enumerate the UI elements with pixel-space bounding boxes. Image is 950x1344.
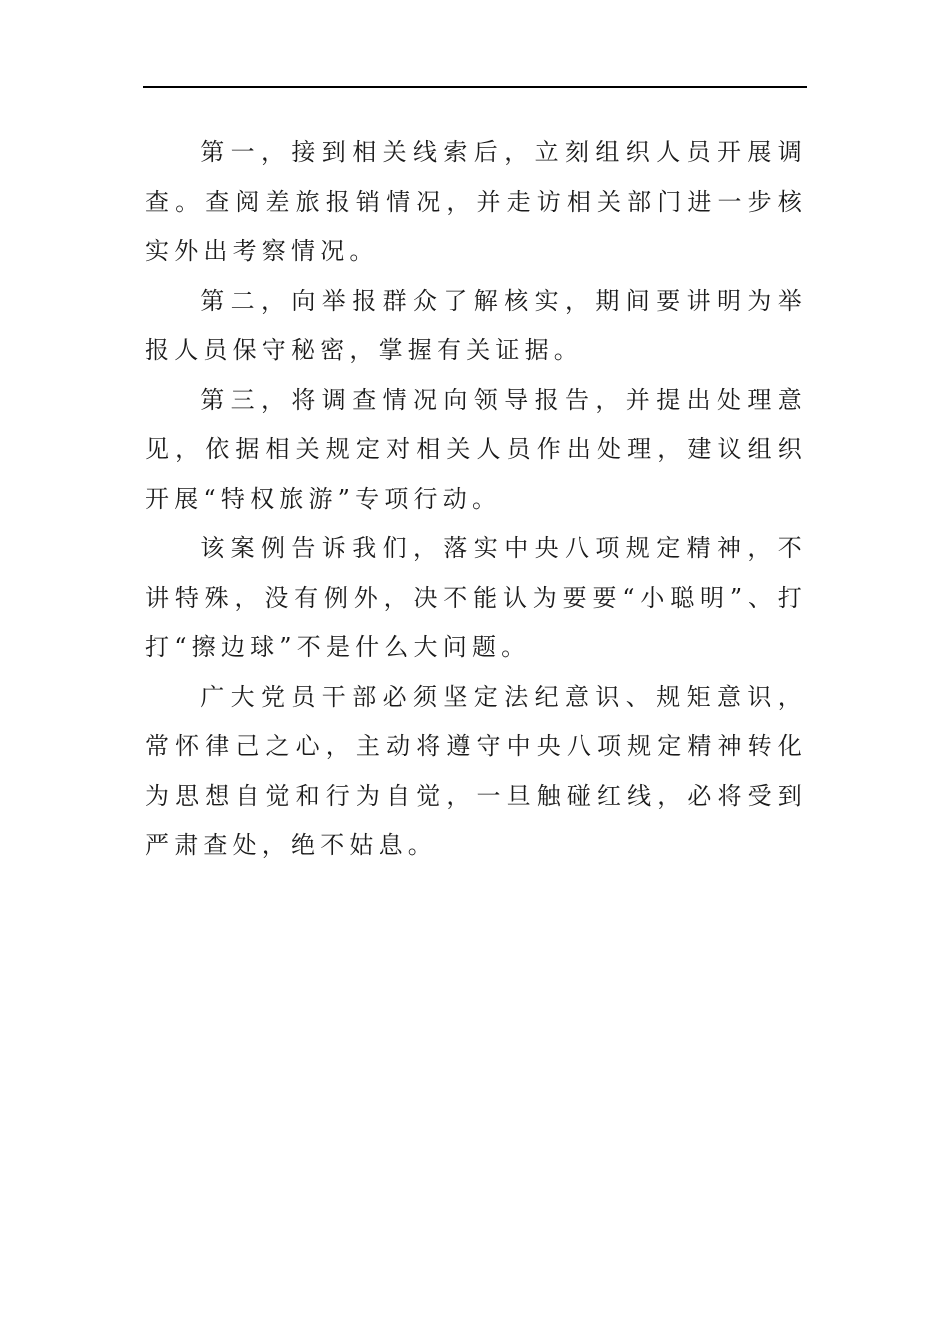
paragraph-step-two: 第二，向举报群众了解核实，期间要讲明为举报人员保守秘密，掌握有关证据。 [145, 286, 807, 364]
paragraph-conclusion: 广大党员干部必须坚定法纪意识、规矩意识，常怀律己之心，主动将遵守中央八项规定精神转化为思想自觉和行为自觉，一旦触碰红线，必将受到严肃查处，绝不姑息。 [145, 682, 807, 859]
header-rule [143, 86, 807, 88]
document-body [145, 128, 807, 871]
paragraph-step-one: 第一，接到相关线索后，立刻组织人员开展调查。查阅差旅报销情况，并走访相关部门进一步核实外出考察情况。 [145, 138, 807, 265]
paragraph-case-lesson: 该案例告诉我们，落实中央八项规定精神，不讲特殊，没有例外，决不能认为要要“小聪明”、打打“擦边球”不是什么大问题。 [145, 534, 807, 661]
paragraph-step-three: 第三，将调查情况向领导报告，并提出处理意见，依据相关规定对相关人员作出处理，建议组织开展“特权旅游”专项行动。 [145, 385, 807, 513]
